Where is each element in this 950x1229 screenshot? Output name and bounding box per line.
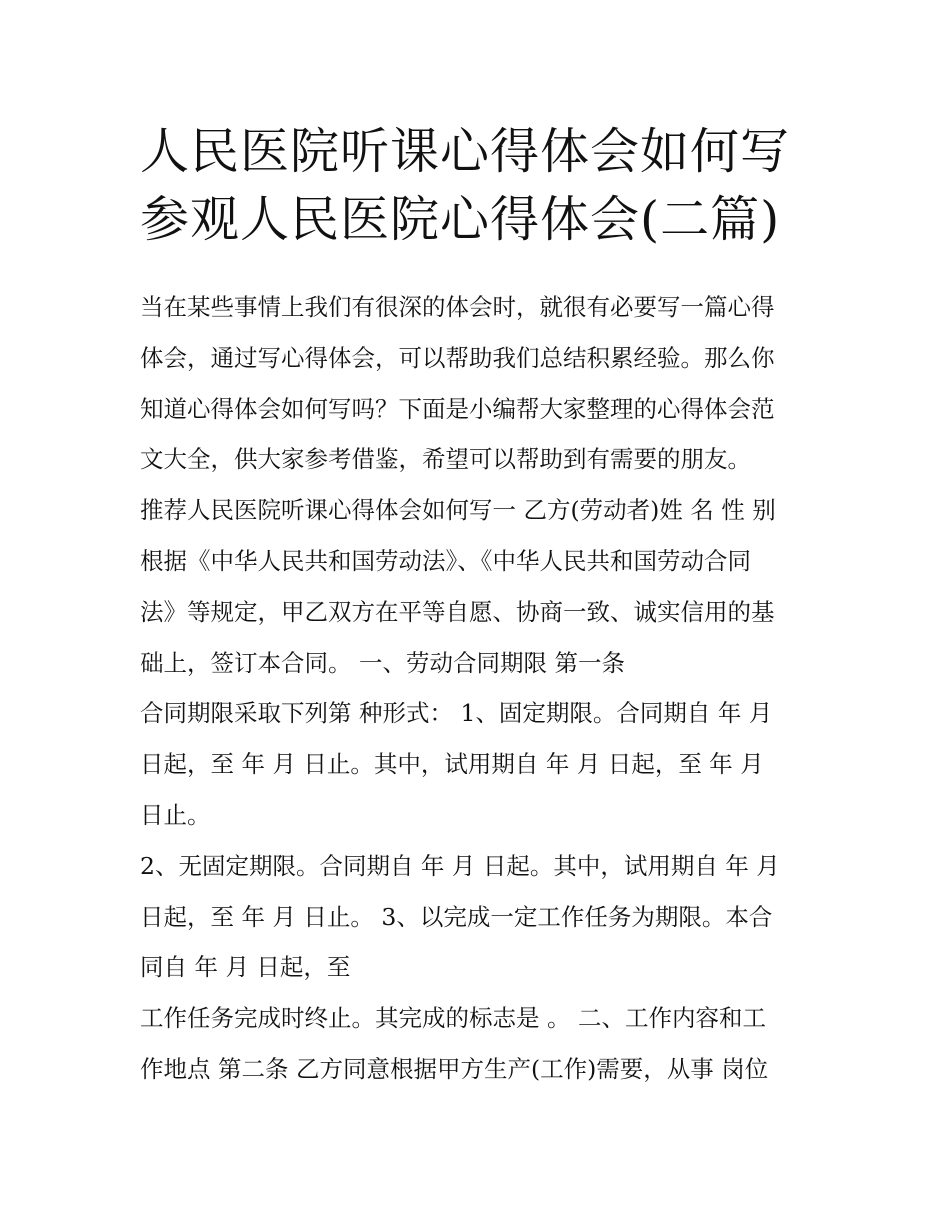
body-line-16: 作地点 第二条 乙方同意根据甲方生产(工作)需要，从事 岗位 [140,1054,769,1083]
document-body [140,282,820,1095]
body-line-2: 体会，通过写心得体会，可以帮助我们总结积累经验。那么你 [140,343,775,372]
body-line-13: 日起，至 年 月 日止。 3、以完成一定工作任务为期限。本合 [140,902,773,931]
title-line-1: 人民医院听课心得体会如何写 [140,123,791,180]
body-line-4: 文大全，供大家参考借鉴，希望可以帮助到有需要的朋友。 [140,445,751,474]
document-title [140,118,820,254]
body-line-12: 2、无固定期限。合同期自 年 月 日起。其中，试用期自 年 月 [140,851,780,880]
body-line-3: 知道心得体会如何写吗？下面是小编帮大家整理的心得体会范 [140,394,775,423]
body-line-11: 日止。 [140,800,211,829]
body-line-14: 同自 年 月 日起，至 [140,953,351,982]
body-line-6: 根据《中华人民共和国劳动法》、《中华人民共和国劳动合同 [140,546,751,575]
body-line-7: 法》等规定，甲乙双方在平等自愿、协商一致、诚实信用的基 [140,597,775,626]
title-line-2: 参观人民医院心得体会(二篇) [140,191,781,248]
body-line-9: 合同期限采取下列第 种形式： 1、固定期限。合同期自 年 月 [140,699,773,728]
body-line-5: 推荐人民医院听课心得体会如何写一 乙方(劳动者)姓 名 性 别 [140,496,776,525]
body-line-15: 工作任务完成时终止。其完成的标志是 。 二、工作内容和工 [140,1004,766,1033]
body-line-10: 日起，至 年 月 日止。其中，试用期自 年 月 日起，至 年 月 [140,750,764,779]
body-line-8: 础上，签订本合同。 一、劳动合同期限 第一条 [140,648,625,677]
body-line-1: 当在某些事情上我们有很深的体会时，就很有必要写一篇心得 [140,293,775,321]
